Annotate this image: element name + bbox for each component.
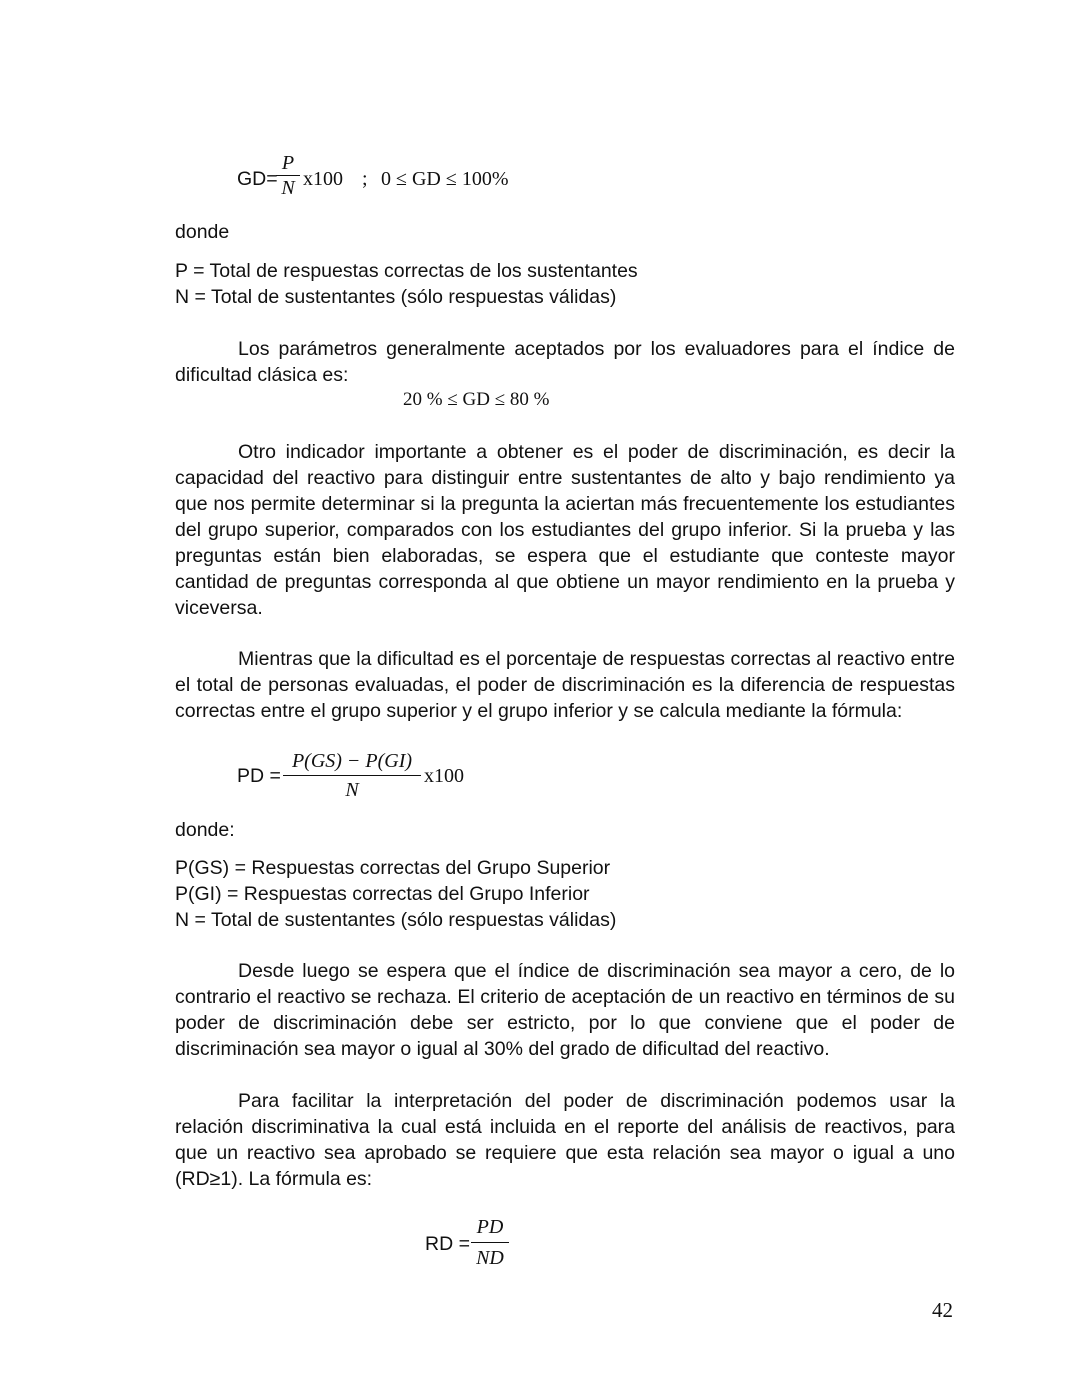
paragraph-criterion: Desde luego se espera que el índice de discriminación sea mayor a cero, de lo contrario el reactivo se rechaza. El criterio de aceptación de un reactivo en términos de su poder de discriminación debe ser estricto, por lo que conviene que el poder de discriminación sea mayor o igual al 30% del grado de dificultad del reactivo. — [175, 960, 955, 1060]
where-label-1: donde — [175, 221, 230, 243]
formula-pd-numerator: P(GS) − P(GI) — [291, 750, 413, 772]
formula-gd-fraction — [276, 152, 300, 199]
definition-n-2: N = Total de sustentantes (sólo respuestas válidas) — [175, 909, 617, 931]
paragraph-relation: Para facilitar la interpretación del poder de discriminación podemos usar la relación discriminativa la cual está incluida en el reporte del análisis de reactivos, para que un reactivo sea aprobado se requiere que esta relación sea mayor o igual a uno (RD≥1). La fórmula es: — [175, 1090, 955, 1190]
formula-pd-multiplier: x100 — [424, 765, 464, 787]
paragraph-discrimination: Otro indicador importante a obtener es el poder de discriminación, es decir la capacidad del reactivo para distinguir entre sustentantes de alto y bajo rendimiento ya que nos permite determinar si la pregunta la aciertan más frecuentemente los estudiantes del grupo superior, comparados con los estudiantes del grupo inferior. Si la prueba y las preguntas están bien elaboradas, se espera que el estudiante que conteste mayor cantidad de preguntas corresponda al que obtiene un mayor rendimiento en la prueba y viceversa. — [175, 441, 955, 619]
formula-gd-multiplier: x100 — [303, 168, 343, 190]
paragraph-difficulty: Mientras que la dificultad es el porcentaje de respuestas correctas al reactivo entre el total de personas evaluadas, el poder de discriminación es la diferencia de respuestas correctas entre el grupo superior y el grupo inferior y se calcula mediante la fórmula: — [175, 648, 955, 722]
formula-gd-range: 0 ≤ GD ≤ 100% — [381, 168, 509, 190]
definition-n: N = Total de sustentantes (sólo respuestas válidas) — [175, 286, 617, 308]
fraction-bar — [276, 175, 300, 176]
formula-pd-label: PD = — [237, 765, 281, 787]
page-number: 42 — [932, 1298, 953, 1322]
formula-rd-label: RD = — [425, 1233, 470, 1255]
range-gd: 20 % ≤ GD ≤ 80 % — [403, 389, 550, 410]
where-label-2: donde: — [175, 819, 235, 841]
formula-gd-denominator: N — [281, 177, 295, 199]
formula-gd-numerator: P — [281, 152, 295, 174]
formula-rd-numerator: PD — [476, 1216, 504, 1238]
formula-rd-fraction — [471, 1216, 509, 1269]
paragraph-parameters: Los parámetros generalmente aceptados por los evaluadores para el índice de dificultad clásica es: — [175, 338, 955, 386]
fraction-bar — [283, 775, 421, 776]
definition-pgs: P(GS) = Respuestas correctas del Grupo Superior — [175, 857, 611, 879]
formula-pd-fraction — [283, 750, 421, 801]
formula-rd-denominator: ND — [476, 1247, 504, 1269]
formula-gd-label: GD= — [237, 168, 278, 190]
fraction-bar — [471, 1242, 509, 1243]
definition-p: P = Total de respuestas correctas de los sustentantes — [175, 260, 638, 282]
formula-gd-separator: ; — [362, 168, 368, 190]
formula-pd-denominator: N — [345, 779, 359, 801]
definition-pgi: P(GI) = Respuestas correctas del Grupo Inferior — [175, 883, 590, 905]
